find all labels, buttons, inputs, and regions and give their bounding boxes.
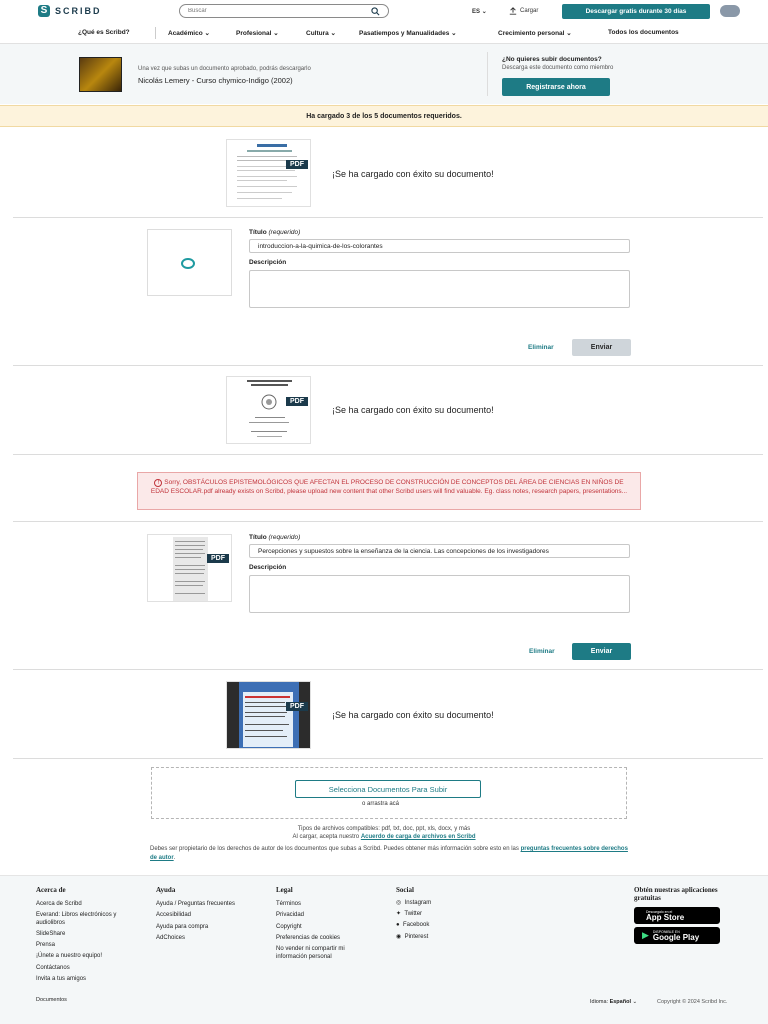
pdf-badge: PDF — [207, 554, 229, 563]
language-value: Español — [609, 999, 631, 1005]
footer-link[interactable]: Prensa — [36, 942, 56, 948]
instagram-icon: ◎ — [396, 900, 402, 906]
app-store-text: App Store — [646, 912, 685, 922]
description-textarea[interactable] — [249, 270, 630, 308]
title-input[interactable] — [249, 544, 630, 558]
error-message: Sorry, OBSTÁCULOS EPISTEMOLÓGICOS QUE AFECTAN EL PROCESO DE CONSTRUCCIÓN DE CONCEPTOS DEL ÁREA DE CIENCIAS EN NIÑOS DE EDAD ESCOLAR.pdf already exists on Scribd, please upload new content that other Scribd users will find valuable. Eg. class notes, research papers, presentations... — [150, 479, 628, 496]
document-thumbnail — [226, 139, 311, 207]
nav-all-documents[interactable]: Todos los documentos — [608, 29, 679, 36]
owner-text: Debes ser propietario de los derechos de autor de los documentos que subas a Scribd. Puedes obtener más información sobre esto en las — [150, 846, 519, 852]
chevron-down-icon: ⌄ — [632, 999, 638, 1005]
document-preview — [227, 140, 311, 207]
required-label: (requerido) — [268, 229, 301, 236]
google-play-badge[interactable] — [634, 927, 720, 944]
google-play-icon: ▶ — [642, 930, 649, 940]
success-message: ¡Se ha cargado con éxito su documento! — [332, 710, 494, 720]
divider — [13, 217, 763, 218]
document-preview — [227, 377, 311, 444]
social-label: Pinterest — [404, 934, 429, 940]
google-play-text: Google Play — [652, 932, 700, 942]
nav-hobbies[interactable]: Pasatiempos y Manualidades ⌄ — [359, 30, 457, 37]
nav-culture-label: Cultura — [306, 30, 329, 37]
footer-link[interactable]: Accesibilidad — [156, 912, 192, 918]
copyright-faq-link[interactable]: preguntas frecuentes sobre derechos de autor — [150, 846, 628, 861]
nav-professional[interactable]: Profesional ⌄ — [236, 30, 279, 37]
social-label: Instagram — [404, 900, 432, 906]
upload-progress-notice: Ha cargado 3 de los 5 documentos requeridos. — [0, 105, 768, 127]
upload-agreement-text — [0, 834, 768, 840]
footer-legal-heading: Legal — [276, 886, 293, 894]
nav-professional-label: Profesional — [236, 30, 272, 37]
accept-prefix: Al cargar, acepta nuestro — [292, 834, 360, 840]
copyright-notice: Debes ser propietario de los derechos de autor de los documentos que subas a Scribd. Puedes obtener más información sobre esto en las preguntas frecuentes sobre derechos de autor. — [150, 846, 628, 861]
description-textarea[interactable] — [249, 575, 630, 613]
footer-link[interactable]: Invita a tus amigos — [36, 976, 87, 982]
duplicate-error-alert — [137, 472, 641, 510]
scribd-logo-icon: S — [38, 5, 50, 17]
footer-link[interactable]: Contáctanos — [36, 965, 70, 971]
title-label — [249, 534, 300, 541]
nav-personal-growth-label: Crecimiento personal — [498, 30, 565, 37]
logo-text: SCRIBD — [55, 6, 102, 16]
footer-link[interactable]: ¡Únete a nuestro equipo! — [36, 953, 103, 959]
divider — [13, 521, 763, 522]
upload-agreement-link[interactable]: Acuerdo de carga de archivos en Scribd — [360, 834, 476, 840]
nav-hobbies-label: Pasatiempos y Manualidades — [359, 30, 450, 37]
facebook-icon: ● — [396, 922, 400, 928]
pdf-badge: PDF — [286, 397, 308, 406]
upload-label: Cargar — [520, 8, 539, 14]
social-label: Facebook — [402, 922, 430, 928]
footer-about-heading: Acerca de — [36, 886, 66, 894]
language-code: ES — [472, 9, 481, 15]
social-label: Twitter — [404, 911, 423, 917]
drag-hint: o arrastra acá — [362, 801, 400, 807]
title-input[interactable] — [249, 239, 630, 253]
success-message: ¡Se ha cargado con éxito su documento! — [332, 405, 494, 415]
footer-link[interactable]: Términos — [276, 901, 302, 907]
pdf-badge: PDF — [286, 702, 308, 711]
delete-button[interactable]: Eliminar — [529, 648, 555, 655]
pdf-badge: PDF — [286, 160, 308, 169]
title-label-text: Título — [249, 229, 267, 236]
top-bar — [0, 0, 768, 22]
book-cover — [79, 57, 122, 92]
divider — [13, 669, 763, 670]
document-preview — [227, 682, 311, 749]
search-box[interactable] — [179, 4, 389, 18]
divider — [13, 758, 763, 759]
footer-link[interactable]: Copyright — [276, 924, 302, 930]
pinterest-icon: ◉ — [396, 934, 402, 940]
document-thumbnail — [226, 681, 311, 749]
required-label: (requerido) — [268, 534, 301, 541]
language-selector[interactable] — [472, 8, 487, 15]
category-nav — [0, 22, 768, 44]
social-instagram[interactable] — [396, 900, 431, 908]
app-store-badge[interactable] — [634, 907, 720, 924]
search-icon[interactable] — [371, 7, 380, 16]
social-twitter[interactable] — [396, 911, 422, 919]
divider — [13, 365, 763, 366]
select-documents-button[interactable]: Selecciona Documentos Para Subir — [295, 780, 481, 798]
upload-link[interactable] — [509, 7, 538, 15]
footer-documents-link[interactable]: Documentos — [36, 997, 67, 1003]
footer-language-selector[interactable] — [590, 999, 637, 1006]
footer-link[interactable]: Preferencias de cookies — [276, 935, 341, 941]
search-input[interactable] — [188, 8, 371, 14]
footer-link[interactable]: No vender ni compartir mi información personal — [276, 946, 345, 960]
scribd-logo[interactable] — [38, 5, 102, 17]
send-button[interactable]: Enviar — [572, 339, 631, 356]
footer-link[interactable]: Acerca de Scribd — [36, 901, 82, 907]
footer-copyright: Copyright © 2024 Scribd Inc. — [657, 999, 728, 1005]
title-label-text: Título — [249, 534, 267, 541]
footer-link[interactable]: Ayuda para compra — [156, 924, 209, 930]
twitter-icon: ✦ — [396, 911, 402, 917]
banner-divider — [487, 52, 488, 96]
avatar[interactable] — [720, 5, 740, 17]
document-thumbnail — [226, 376, 311, 444]
document-placeholder-icon — [147, 229, 232, 296]
footer-link[interactable]: SlideShare — [36, 931, 66, 937]
description-label: Descripción — [249, 564, 287, 571]
file-types-text: Tipos de archivos compatibles: pdf, txt, doc, ppt, xls, docx, y más — [297, 826, 471, 832]
loading-spinner-icon — [181, 258, 195, 269]
nav-divider — [155, 27, 156, 39]
free-trial-button[interactable]: Descargar gratis durante 30 días — [562, 4, 710, 19]
banner-document-title: Nicolás Lemery - Curso chymico-Indigo (2002) — [138, 76, 293, 85]
banner-question-sub: Descarga este documento como miembro — [502, 65, 614, 71]
nav-academic[interactable]: Académico ⌄ — [168, 30, 210, 37]
banner-question: ¿No quieres subir documentos? — [502, 56, 602, 63]
social-facebook[interactable] — [396, 922, 429, 930]
footer-link[interactable]: Privacidad — [276, 912, 305, 918]
google-play-small: DISPONIBLE EN — [652, 929, 680, 934]
footer-apps-heading: Obtén nuestras aplicaciones gratuitas — [634, 886, 718, 903]
nav-what-is-scribd[interactable]: ¿Qué es Scribd? — [78, 29, 130, 36]
register-button[interactable]: Registrarse ahora — [502, 78, 610, 96]
app-store-small: Descargalo en el — [646, 909, 673, 914]
footer-social-heading: Social — [396, 886, 414, 894]
success-message: ¡Se ha cargado con éxito su documento! — [332, 169, 494, 179]
document-thumbnail — [147, 534, 232, 602]
chevron-down-icon: ⌄ — [481, 9, 487, 15]
footer-help-heading: Ayuda — [156, 886, 176, 894]
nav-academic-label: Académico — [168, 30, 203, 37]
document-preview — [148, 535, 232, 602]
send-button[interactable]: Enviar — [572, 643, 631, 660]
footer-link[interactable]: AdChoices — [156, 935, 186, 941]
alert-icon: ! — [154, 479, 162, 487]
footer-link[interactable]: Ayuda / Preguntas frecuentes — [156, 901, 235, 907]
delete-button[interactable]: Eliminar — [528, 344, 554, 351]
description-label: Descripción — [249, 259, 287, 266]
divider — [13, 454, 763, 455]
title-label — [249, 229, 300, 236]
upload-icon — [509, 7, 517, 15]
nav-culture[interactable]: Cultura ⌄ — [306, 30, 337, 37]
footer-link[interactable]: Everand: Libros electrónicos y audiolibros — [36, 912, 117, 926]
banner-subtitle: Una vez que subas un documento aprobado, podrás descargarlo — [138, 66, 311, 72]
language-label: Idioma: — [590, 999, 609, 1005]
social-pinterest[interactable] — [396, 934, 428, 942]
nav-personal-growth[interactable]: Crecimiento personal ⌄ — [498, 30, 572, 37]
